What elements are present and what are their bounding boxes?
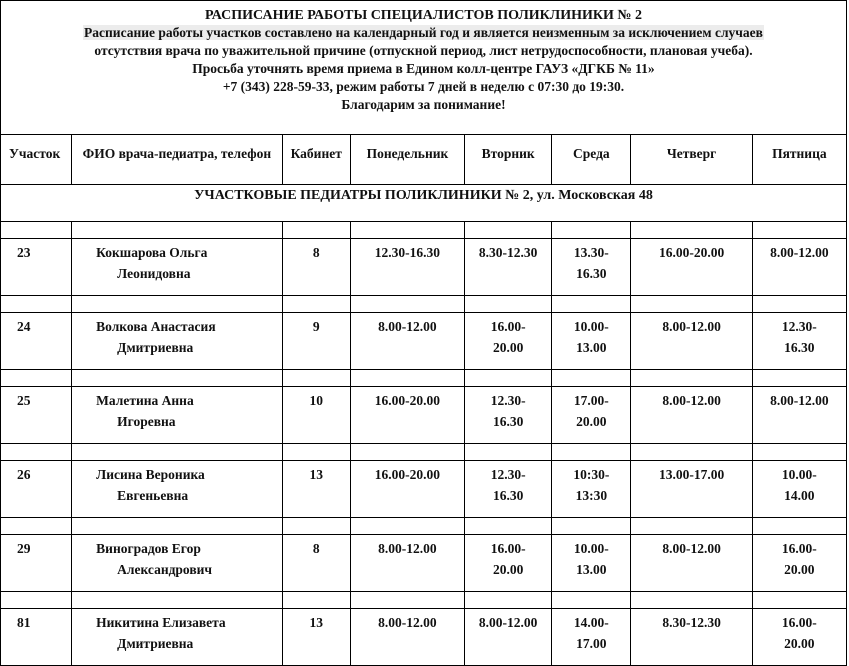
group-title-row bbox=[1, 185, 847, 222]
spacer-cell bbox=[631, 222, 752, 239]
doctor-name-line-1: Лисина Вероника bbox=[96, 467, 205, 482]
section-number bbox=[1, 387, 72, 444]
wednesday-hours-line-1: 10.00- bbox=[573, 319, 609, 334]
wednesday-hours-line-1: 14.00- bbox=[573, 615, 609, 630]
monday-hours bbox=[350, 535, 464, 592]
spacer-cell bbox=[631, 296, 752, 313]
tuesday-hours bbox=[465, 461, 552, 518]
table-row bbox=[1, 313, 847, 370]
spacer-cell bbox=[282, 222, 350, 239]
cabinet-number bbox=[282, 535, 350, 592]
notice-line-3: Просьба уточнять время приема в Едином колл-центре ГАУЗ «ДГКБ № 11» bbox=[192, 61, 655, 76]
spacer-cell bbox=[752, 444, 846, 461]
schedule-header bbox=[0, 0, 847, 135]
cabinet-number-line-1: 13 bbox=[309, 615, 323, 630]
col-header-tuesday: Вторник bbox=[465, 135, 552, 185]
row-spacer bbox=[1, 592, 847, 609]
section-number-line-1: 29 bbox=[17, 541, 31, 556]
thursday-hours bbox=[631, 461, 752, 518]
doctor-name-line-2: Евгеньевна bbox=[117, 488, 189, 503]
thursday-hours bbox=[631, 313, 752, 370]
friday-hours-line-1: 12.30- bbox=[781, 319, 817, 334]
doctor-name bbox=[72, 313, 282, 370]
spacer-cell bbox=[282, 518, 350, 535]
spacer-cell bbox=[72, 296, 282, 313]
spacer-cell bbox=[552, 518, 631, 535]
monday-hours-line-1: 8.00-12.00 bbox=[378, 319, 437, 334]
friday-hours-line-2: 20.00 bbox=[784, 562, 815, 577]
tuesday-hours-line-2: 20.00 bbox=[492, 562, 524, 577]
spacer-cell bbox=[465, 444, 552, 461]
tuesday-hours-line-2: 16.30 bbox=[492, 414, 524, 429]
col-header-monday: Понедельник bbox=[350, 135, 464, 185]
wednesday-hours-line-2: 13.00 bbox=[576, 562, 607, 577]
spacer-cell bbox=[282, 444, 350, 461]
tuesday-hours-line-1: 8.00-12.00 bbox=[478, 615, 538, 630]
monday-hours bbox=[350, 387, 464, 444]
spacer-cell bbox=[350, 444, 464, 461]
cabinet-number-line-1: 9 bbox=[312, 319, 320, 334]
spacer-cell bbox=[72, 222, 282, 239]
doctor-name-line-2: Игоревна bbox=[117, 414, 176, 429]
thursday-hours-line-1: 8.00-12.00 bbox=[662, 319, 721, 334]
section-number-line-1: 23 bbox=[17, 245, 31, 260]
thursday-hours bbox=[631, 609, 752, 666]
spacer-cell bbox=[631, 370, 752, 387]
section-number bbox=[1, 313, 72, 370]
friday-hours bbox=[752, 609, 846, 666]
section-number-line-1: 81 bbox=[17, 615, 31, 630]
doctor-name bbox=[72, 609, 282, 666]
friday-hours-line-2: 16.30 bbox=[784, 340, 815, 355]
tuesday-hours-line-1: 8.30-12.30 bbox=[478, 245, 538, 260]
wednesday-hours bbox=[552, 461, 631, 518]
doctor-name-line-1: Виноградов Егор bbox=[96, 541, 201, 556]
friday-hours-line-1: 16.00- bbox=[781, 615, 817, 630]
monday-hours-line-1: 12.30-16.30 bbox=[374, 245, 441, 260]
call-center-line: +7 (343) 228-59-33, режим работы 7 дней в неделю с 07:30 до 19:30. bbox=[222, 79, 625, 94]
doctor-name bbox=[72, 535, 282, 592]
doctor-name-line-2: Александрович bbox=[117, 562, 213, 577]
spacer-cell bbox=[1, 518, 72, 535]
spacer-cell bbox=[552, 370, 631, 387]
monday-hours bbox=[350, 239, 464, 296]
monday-hours bbox=[350, 313, 464, 370]
col-header-thursday: Четверг bbox=[631, 135, 752, 185]
thursday-hours-line-1: 13.00-17.00 bbox=[658, 467, 725, 482]
thanks-line: Благодарим за понимание! bbox=[341, 97, 506, 112]
cabinet-number-line-1: 8 bbox=[312, 541, 320, 556]
monday-hours-line-1: 8.00-12.00 bbox=[378, 541, 437, 556]
thursday-hours bbox=[631, 387, 752, 444]
friday-hours-line-1: 8.00-12.00 bbox=[770, 245, 829, 260]
tuesday-hours-line-2: 20.00 bbox=[492, 340, 524, 355]
notice-line-2: отсутствия врача по уважительной причине (отпускной период, лист нетрудоспособности, плановая учеба). bbox=[94, 43, 753, 58]
spacer-cell bbox=[752, 296, 846, 313]
wednesday-hours-line-2: 20.00 bbox=[576, 414, 607, 429]
tuesday-hours bbox=[465, 239, 552, 296]
doctor-name-line-1: Кокшарова Ольга bbox=[96, 245, 208, 260]
wednesday-hours bbox=[552, 313, 631, 370]
row-spacer bbox=[1, 518, 847, 535]
tuesday-hours bbox=[465, 313, 552, 370]
table-row bbox=[1, 387, 847, 444]
wednesday-hours-line-2: 17.00 bbox=[576, 636, 607, 651]
table-header-row bbox=[1, 135, 847, 185]
spacer-cell bbox=[752, 222, 846, 239]
wednesday-hours-line-2: 16.30 bbox=[576, 266, 607, 281]
cabinet-number-line-1: 8 bbox=[312, 245, 320, 260]
doctor-name-line-2: Леонидовна bbox=[117, 266, 191, 281]
doctor-name-line-1: Никитина Елизавета bbox=[96, 615, 226, 630]
spacer-cell bbox=[465, 296, 552, 313]
schedule-table bbox=[0, 134, 847, 666]
group-title: УЧАСТКОВЫЕ ПЕДИАТРЫ ПОЛИКЛИНИКИ № 2, ул. Московская 48 bbox=[1, 185, 847, 222]
cabinet-number bbox=[282, 387, 350, 444]
spacer-cell bbox=[465, 592, 552, 609]
wednesday-hours-line-1: 17.00- bbox=[573, 393, 609, 408]
cabinet-number bbox=[282, 609, 350, 666]
section-number bbox=[1, 239, 72, 296]
spacer-cell bbox=[631, 444, 752, 461]
spacer-cell bbox=[752, 518, 846, 535]
tuesday-hours-line-2: 16.30 bbox=[492, 488, 524, 503]
col-header-section: Участок bbox=[1, 135, 72, 185]
friday-hours bbox=[752, 461, 846, 518]
cabinet-number bbox=[282, 461, 350, 518]
spacer-cell bbox=[350, 222, 464, 239]
thursday-hours-line-1: 8.00-12.00 bbox=[662, 393, 721, 408]
spacer-cell bbox=[552, 222, 631, 239]
spacer-cell bbox=[72, 444, 282, 461]
doctor-name bbox=[72, 461, 282, 518]
thursday-hours-line-1: 16.00-20.00 bbox=[658, 245, 725, 260]
spacer-cell bbox=[631, 592, 752, 609]
spacer-cell bbox=[72, 592, 282, 609]
spacer-cell bbox=[752, 592, 846, 609]
friday-hours-line-1: 10.00- bbox=[781, 467, 817, 482]
row-spacer bbox=[1, 444, 847, 461]
tuesday-hours-line-1: 16.00- bbox=[490, 541, 526, 556]
tuesday-hours bbox=[465, 387, 552, 444]
monday-hours-line-1: 16.00-20.00 bbox=[374, 467, 441, 482]
wednesday-hours-line-2: 13.00 bbox=[576, 340, 607, 355]
friday-hours bbox=[752, 535, 846, 592]
section-number bbox=[1, 461, 72, 518]
spacer-cell bbox=[465, 222, 552, 239]
row-spacer bbox=[1, 370, 847, 387]
table-row bbox=[1, 239, 847, 296]
section-number-line-1: 24 bbox=[17, 319, 31, 334]
spacer-cell bbox=[552, 296, 631, 313]
friday-hours-line-1: 16.00- bbox=[781, 541, 817, 556]
spacer-cell bbox=[552, 444, 631, 461]
spacer-cell bbox=[752, 370, 846, 387]
doctor-name-line-1: Волкова Анастасия bbox=[96, 319, 216, 334]
wednesday-hours bbox=[552, 535, 631, 592]
friday-hours-line-2: 20.00 bbox=[784, 636, 815, 651]
spacer-cell bbox=[1, 444, 72, 461]
tuesday-hours bbox=[465, 535, 552, 592]
thursday-hours bbox=[631, 535, 752, 592]
row-spacer bbox=[1, 222, 847, 239]
row-spacer bbox=[1, 296, 847, 313]
section-number-line-1: 25 bbox=[17, 393, 31, 408]
cabinet-number-line-1: 10 bbox=[309, 393, 323, 408]
col-header-friday: Пятница bbox=[752, 135, 846, 185]
spacer-cell bbox=[1, 222, 72, 239]
thursday-hours-line-1: 8.30-12.30 bbox=[662, 615, 721, 630]
section-number-line-1: 26 bbox=[17, 467, 31, 482]
spacer-cell bbox=[631, 518, 752, 535]
section-number bbox=[1, 535, 72, 592]
table-row bbox=[1, 461, 847, 518]
thursday-hours bbox=[631, 239, 752, 296]
friday-hours bbox=[752, 313, 846, 370]
notice-line-1: Расписание работы участков составлено на календарный год и является неизменным за исключением случаев bbox=[84, 25, 763, 40]
cabinet-number-line-1: 13 bbox=[309, 467, 323, 482]
table-row bbox=[1, 535, 847, 592]
monday-hours-line-1: 8.00-12.00 bbox=[378, 615, 437, 630]
spacer-cell bbox=[1, 592, 72, 609]
wednesday-hours-line-1: 10:30- bbox=[573, 467, 610, 482]
col-header-wednesday: Среда bbox=[552, 135, 631, 185]
friday-hours-line-2: 14.00 bbox=[784, 488, 815, 503]
spacer-cell bbox=[1, 370, 72, 387]
wednesday-hours bbox=[552, 239, 631, 296]
col-header-doctor: ФИО врача-педиатра, телефон bbox=[72, 135, 282, 185]
monday-hours-line-1: 16.00-20.00 bbox=[374, 393, 441, 408]
monday-hours bbox=[350, 609, 464, 666]
spacer-cell bbox=[552, 592, 631, 609]
spacer-cell bbox=[350, 592, 464, 609]
spacer-cell bbox=[1, 296, 72, 313]
friday-hours-line-1: 8.00-12.00 bbox=[770, 393, 829, 408]
wednesday-hours-line-1: 10.00- bbox=[573, 541, 609, 556]
spacer-cell bbox=[465, 370, 552, 387]
spacer-cell bbox=[465, 518, 552, 535]
doctor-name-line-2: Дмитриевна bbox=[117, 340, 194, 355]
document-title: РАСПИСАНИЕ РАБОТЫ СПЕЦИАЛИСТОВ ПОЛИКЛИНИКИ № 2 bbox=[204, 8, 642, 23]
doctor-name bbox=[72, 387, 282, 444]
friday-hours bbox=[752, 239, 846, 296]
col-header-cabinet: Кабинет bbox=[282, 135, 350, 185]
monday-hours bbox=[350, 461, 464, 518]
cabinet-number bbox=[282, 313, 350, 370]
wednesday-hours bbox=[552, 387, 631, 444]
wednesday-hours bbox=[552, 609, 631, 666]
tuesday-hours-line-1: 12.30- bbox=[490, 467, 526, 482]
thursday-hours-line-1: 8.00-12.00 bbox=[662, 541, 721, 556]
spacer-cell bbox=[282, 370, 350, 387]
spacer-cell bbox=[350, 370, 464, 387]
table-row bbox=[1, 609, 847, 666]
spacer-cell bbox=[282, 592, 350, 609]
doctor-name-line-1: Малетина Анна bbox=[96, 393, 194, 408]
section-number bbox=[1, 609, 72, 666]
tuesday-hours-line-1: 16.00- bbox=[490, 319, 526, 334]
wednesday-hours-line-2: 13:30 bbox=[575, 488, 608, 503]
spacer-cell bbox=[72, 370, 282, 387]
tuesday-hours bbox=[465, 609, 552, 666]
doctor-name-line-2: Дмитриевна bbox=[117, 636, 194, 651]
wednesday-hours-line-1: 13.30- bbox=[573, 245, 609, 260]
doctor-name bbox=[72, 239, 282, 296]
friday-hours bbox=[752, 387, 846, 444]
tuesday-hours-line-1: 12.30- bbox=[490, 393, 526, 408]
spacer-cell bbox=[350, 518, 464, 535]
spacer-cell bbox=[282, 296, 350, 313]
spacer-cell bbox=[72, 518, 282, 535]
spacer-cell bbox=[350, 296, 464, 313]
cabinet-number bbox=[282, 239, 350, 296]
